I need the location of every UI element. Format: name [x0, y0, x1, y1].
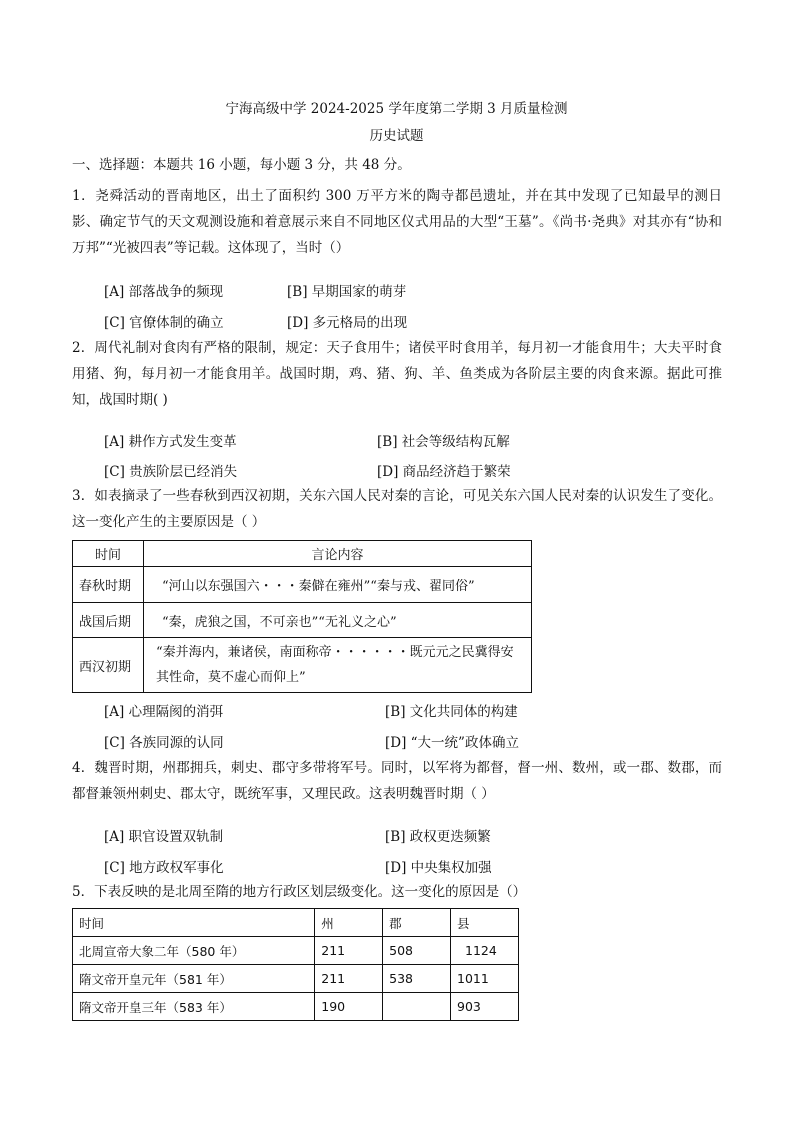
question-2-option-d[interactable]: [D] 商品经济趋于繁荣 [377, 464, 511, 480]
table-cell: 西汉初期 [73, 638, 144, 693]
table-cell: “河山以东强国六・・・秦僻在雍州”“秦与戎、翟同俗” [144, 567, 532, 603]
table-cell: 1011 [451, 965, 519, 993]
table-header-row [73, 541, 532, 567]
table-cell: 538 [383, 965, 451, 993]
table-row [73, 603, 532, 638]
question-3-option-c[interactable]: [C] 各族同源的认同 [104, 735, 224, 751]
question-2-option-a[interactable]: [A] 耕作方式发生变革 [104, 434, 237, 450]
table-cell: 211 [315, 937, 383, 965]
table-cell: 508 [383, 937, 451, 965]
question-3-stem: 3．如表摘录了一些春秋到西汉初期，关东六国人民对秦的言论，可见关东六国人民对秦的认识发生了变化。这一变化产生的主要原因是（ ） [72, 488, 722, 530]
table-cell: 隋文帝开皇元年（581 年） [73, 965, 315, 993]
table-header-cell: 州 [315, 909, 383, 937]
question-1-stem: 1．尧舜活动的晋南地区，出土了面积约 300 万平方米的陶寺都邑遗址，并在其中发现了已知最早的测日影、确定节气的天文观测设施和着意展示来自不同地区仪式用品的大型“王墓”。《尚书·尧典》对其亦有“协和万邦”“光被四表”等记载。这体现了，当时（） [72, 188, 722, 256]
question-1-option-c[interactable]: [C] 官僚体制的确立 [104, 315, 224, 331]
question-5-stem: 5．下表反映的是北周至隋的地方行政区划层级变化。这一变化的原因是（） [72, 884, 527, 900]
table-header-cell: 时间 [73, 541, 144, 567]
exam-title: 宁海高级中学 2024-2025 学年度第二学期 3 月质量检测 [225, 101, 568, 117]
question-3-option-a[interactable]: [A] 心理隔阂的消弭 [104, 704, 224, 720]
table-cell: 903 [451, 993, 519, 1021]
table-row [73, 993, 519, 1021]
table-row [73, 638, 532, 693]
question-1-option-b[interactable]: [B] 早期国家的萌芽 [287, 284, 407, 300]
question-2-stem: 2．周代礼制对食肉有严格的限制，规定：天子食用牛；诸侯平时食用羊，每月初一才能食用牛；大夫平时食用猪、狗，每月初一才能食用羊。战国时期，鸡、猪、狗、羊、鱼类成为各阶层主要的肉食来源。据此可推知，战国时期( ) [72, 340, 722, 408]
table-cell: 战国后期 [73, 603, 144, 638]
table-header-cell: 言论内容 [144, 541, 532, 567]
table-cell [383, 993, 451, 1021]
question-4-option-d[interactable]: [D] 中央集权加强 [385, 860, 492, 876]
question-5-table [72, 908, 519, 1021]
question-4-option-c[interactable]: [C] 地方政权军事化 [104, 860, 224, 876]
question-1-option-d[interactable]: [D] 多元格局的出现 [287, 315, 408, 331]
table-cell: 211 [315, 965, 383, 993]
table-row [73, 567, 532, 603]
table-cell: 北周宣帝大象二年（580 年） [73, 937, 315, 965]
section-heading: 一、选择题：本题共 16 小题，每小题 3 分，共 48 分。 [72, 157, 411, 173]
question-4-option-b[interactable]: [B] 政权更迭频繁 [385, 829, 491, 845]
table-row [73, 937, 519, 965]
exam-subject: 历史试题 [369, 128, 424, 144]
table-header-cell: 时间 [73, 909, 315, 937]
table-header-cell: 县 [451, 909, 519, 937]
table-header-row [73, 909, 519, 937]
table-header-cell: 郡 [383, 909, 451, 937]
table-cell: 春秋时期 [73, 567, 144, 603]
question-3-option-d[interactable]: [D] “大一统”政体确立 [385, 735, 519, 751]
table-cell: “秦并海内，兼诸侯，南面称帝・・・・・・既元元之民冀得安其性命，莫不虚心而仰上” [144, 638, 532, 693]
table-cell: 1124 [451, 937, 519, 965]
table-row [73, 965, 519, 993]
question-4-option-a[interactable]: [A] 职官设置双轨制 [104, 829, 224, 845]
question-2-option-c[interactable]: [C] 贵族阶层已经消失 [104, 464, 238, 480]
table-cell: “秦，虎狼之国，不可亲也”“无礼义之心” [144, 603, 532, 638]
question-2-option-b[interactable]: [B] 社会等级结构瓦解 [377, 434, 510, 450]
question-1-option-a[interactable]: [A] 部落战争的频现 [104, 284, 224, 300]
table-cell: 隋文帝开皇三年（583 年） [73, 993, 315, 1021]
question-4-stem: 4．魏晋时期，州郡拥兵，刺史、郡守多带将军号。同时，以军将为都督，督一州、数州，或一郡、数郡，而都督兼领州刺史、郡太守，既统军事，又理民政。这表明魏晋时期（ ） [72, 760, 722, 802]
question-3-table [72, 540, 532, 693]
table-cell: 190 [315, 993, 383, 1021]
question-3-option-b[interactable]: [B] 文化共同体的构建 [385, 704, 518, 720]
